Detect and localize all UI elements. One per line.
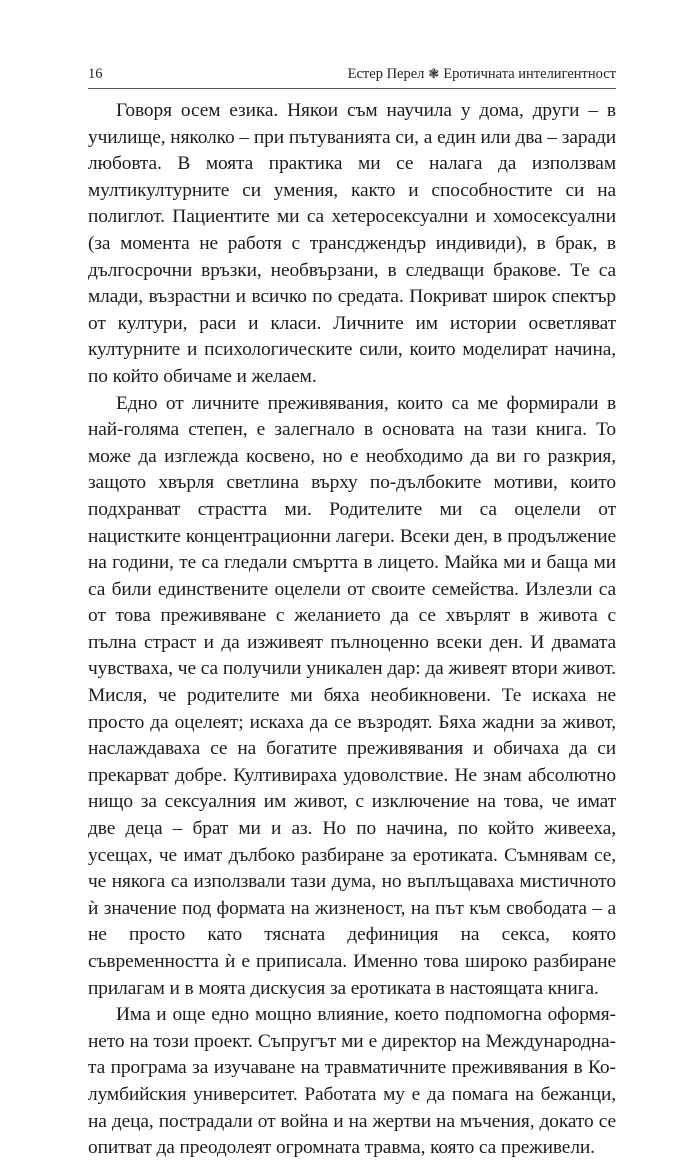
paragraph-parents: Едно от личните преживявания, които са ме формирали в най-голяма степен, е залегнало в основата на тази книга. То може да изглежда косвено, но е необходимо да ви го разкрия, защото хвърля светлина върху по-дълбоките мотиви, които подхранват страстта ми. Родителите ми са оцелели от нацистките концентрационни лагери. Всеки ден, в продължение на години, те са гледали смъртта в лицето. Майка ми и баща ми са били единствените оцелели от своите семейства. Излезли са от това преживяване с желанието да се хвърлят в живота с пълна страст и да изживеят пълноценно всеки ден. И двамата чувстваха, че са получили уникален дар: да живеят втори живот. Мисля, че родителите ми бяха необикновени. Те искаха не просто да оцелеят; искаха да се възродят. Бяха жадни за живот, наслаждаваха се на богатите преживявания и обичаха да си прекарват добре. Култивираха удоволствие. Не знам абсолютно нищо за сексуалния им живот, с изключение на това, че имат две деца – брат ми и аз. Но по начина, по който живееха, усещах, че имат дълбоко разбиране за еротиката. Съмнявам се, че някога са използвали тази дума, но въплъщаваха мистичното ѝ значение под формата на жизненост, на път към свободата – а не просто като тясната дефиниция на секса, която съвременността ѝ е приписала. Именно това широко разбиране прилагам и в моята дискусия за еротиката в настоящата книга.	[88, 392, 616, 999]
header-author-title	[348, 66, 616, 83]
header-author: Естер Перел	[347, 66, 425, 82]
paragraph-languages: Говоря осем езика. Някои съм научила у дома, други – в училище, няколко – при пътуванията си, а един или два – заради любовта. В моята практика ми се налага да използвам мултикултурните си умения, както и способностите си на полиглот. Пациентите ми са хетеросексуални и хомосексуални (за момента не работя с трансджендър индивиди), в брак, в дългосрочни връзки, необвързани, в следващи бракове. Те са млади, възрастни и всичко по средата. Покриват широк спектър от култури, раси и класи. Личните им истории осветляват културните и психологическите сили, които моделират начина, по който обичаме и желаем.	[88, 100, 616, 387]
header-divider	[88, 88, 616, 89]
running-header	[88, 66, 616, 88]
paragraph-husband: Има и още едно мощно влияние, което подпомогна оформянето на този проект. Съпругът ми е директор на Международната програма за изучаване на травматичните преживявания в Колумбийския университет. Работата му е да помага на бежанци, на деца, пострадали от война и на жертви на мъчения, докато се опитват да преодолеят огромната травма, която са преживели.	[88, 1004, 616, 1159]
flower-ornament-icon: ❃	[428, 66, 440, 81]
header-book-title: Еротичната интелигентност	[443, 66, 616, 82]
body-text	[88, 98, 616, 1162]
page-number: 16	[88, 66, 103, 82]
